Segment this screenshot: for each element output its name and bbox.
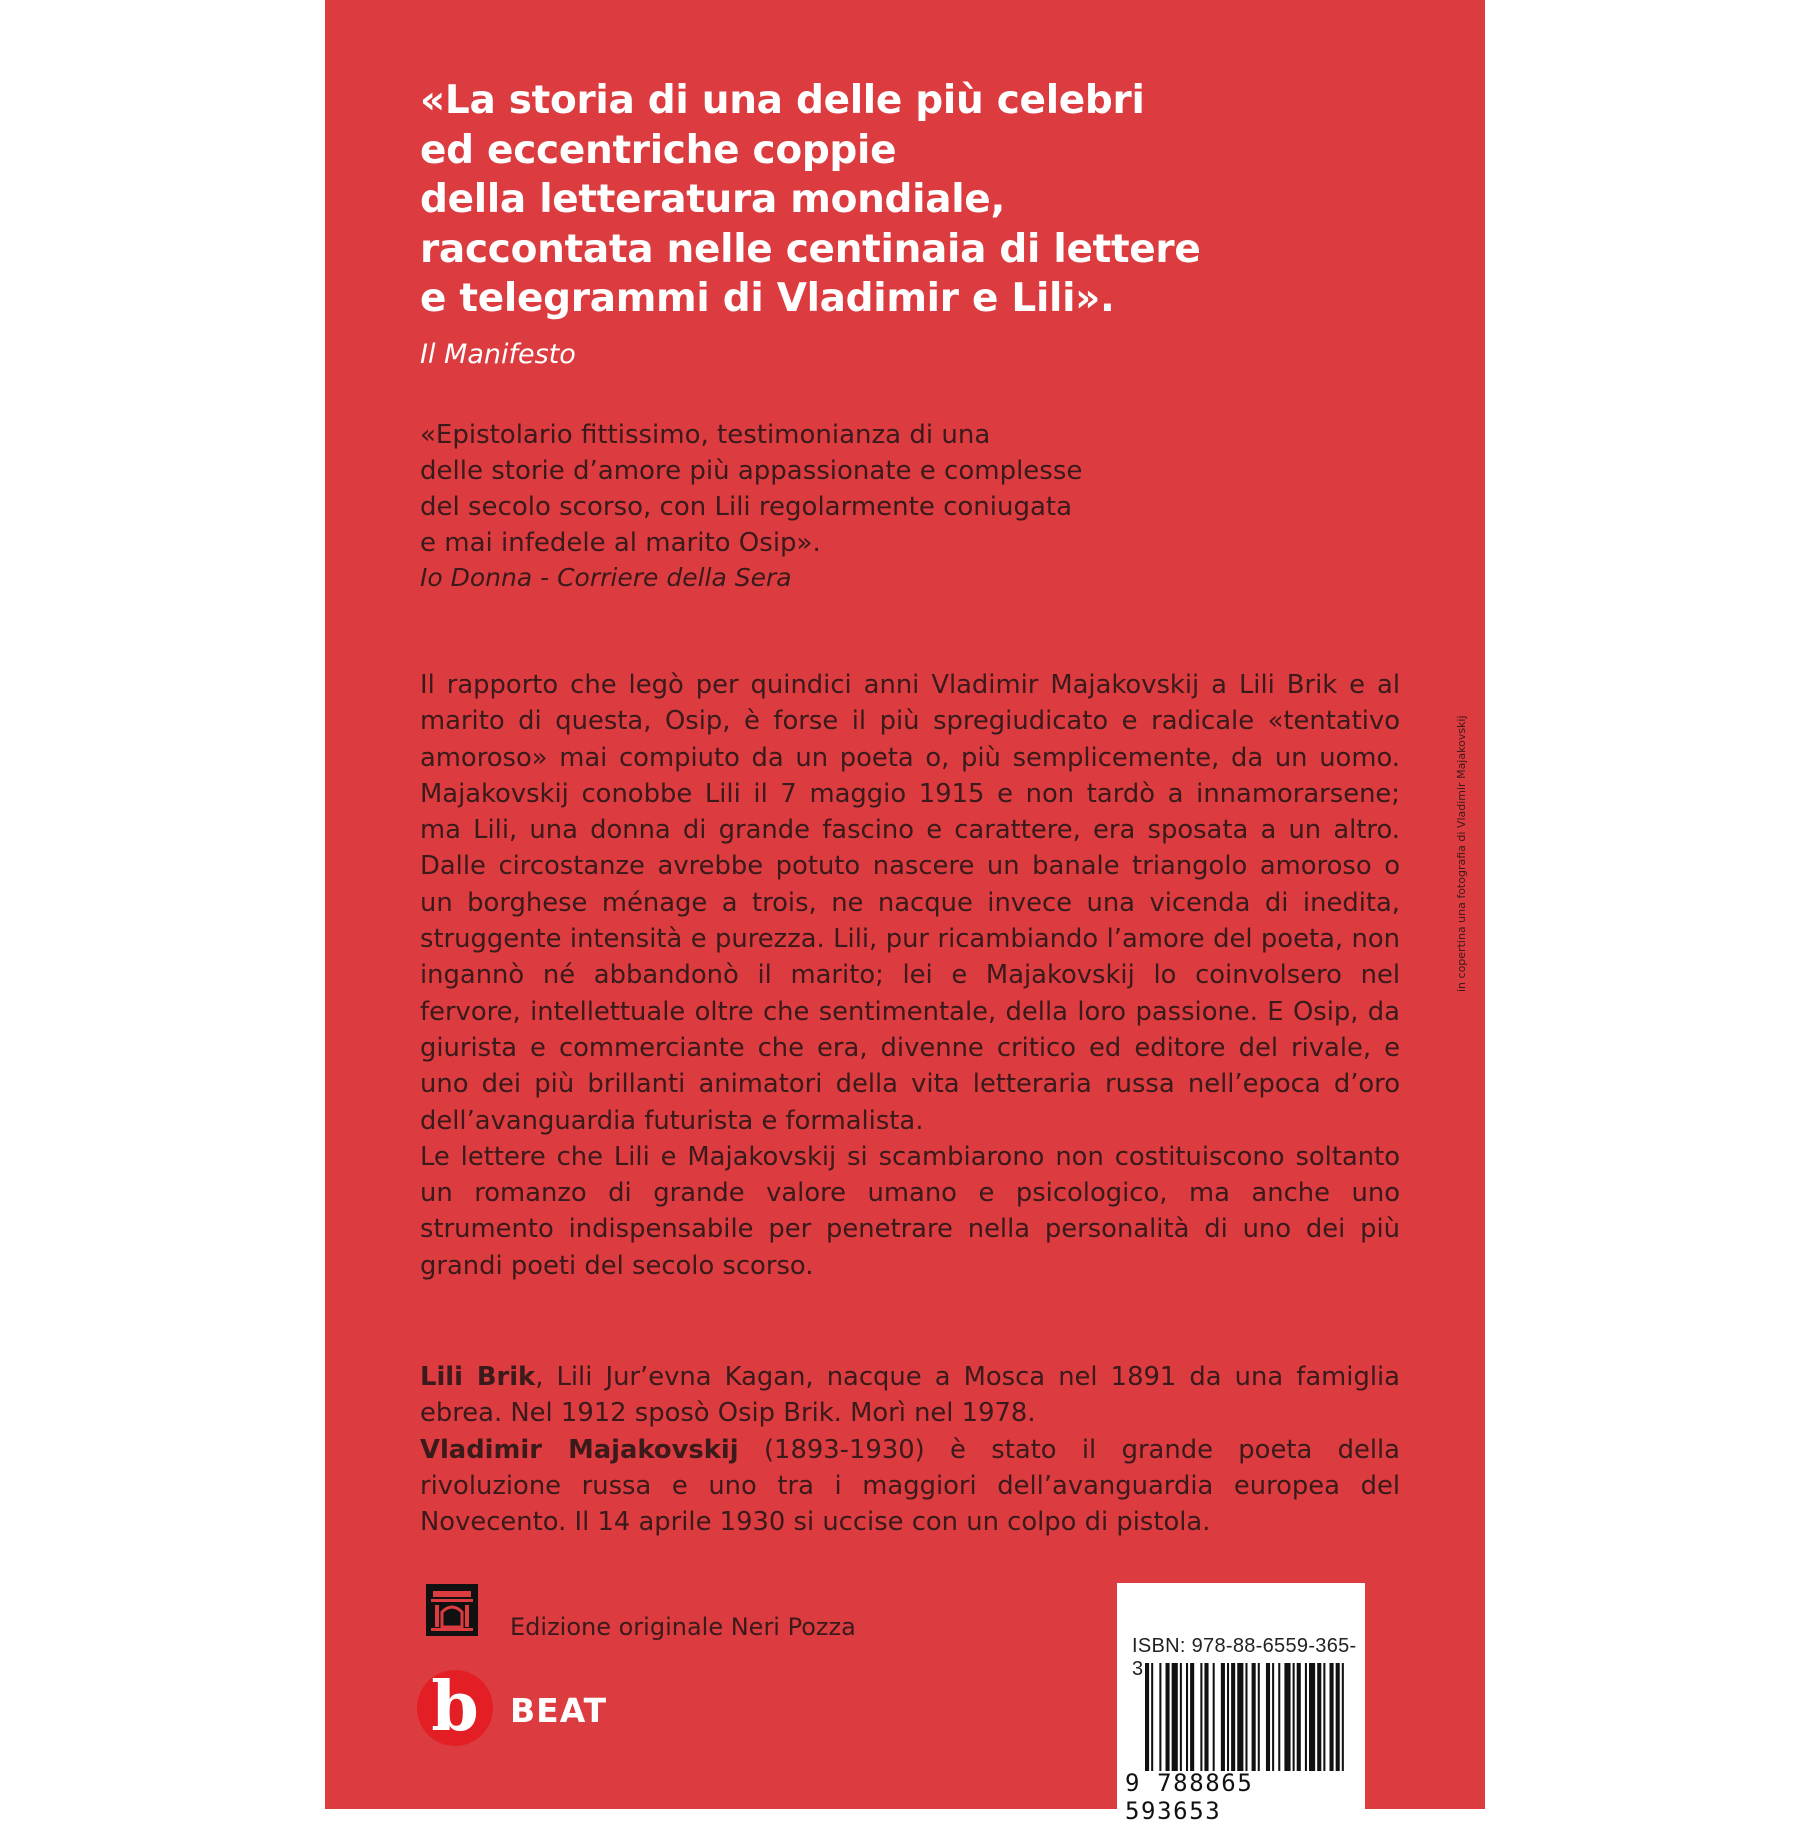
second-quote-source: Io Donna - Corriere della Sera [420, 563, 792, 592]
barcode-bar [1200, 1663, 1202, 1771]
barcode-bar [1258, 1663, 1260, 1771]
bio-vladimir-text: (1893-1930) è stato il grande poeta della rivoluzione russa e uno tra i maggiori dell’avanguardia europea del Novecento. Il 14 aprile 1930 si uccise con un colpo di pistola. [420, 1434, 1400, 1538]
barcode-bar [1252, 1663, 1256, 1771]
bio-lili [420, 1359, 1400, 1432]
barcode-bar [1284, 1663, 1290, 1771]
barcode-bar [1231, 1663, 1235, 1771]
barcode-bar [1166, 1663, 1170, 1771]
barcode-bar [1293, 1663, 1295, 1771]
barcode-bar [1186, 1663, 1188, 1771]
barcode-bar [1297, 1663, 1301, 1771]
barcode-bars [1145, 1663, 1350, 1771]
second-quote-line: «Epistolario fittissimo, testimonianza di una [420, 420, 991, 450]
second-quote [420, 417, 1420, 561]
barcode-bar [1204, 1663, 1208, 1771]
main-quote-line: raccontata nelle centinaia di lettere [420, 226, 1201, 272]
barcode-bar [1245, 1663, 1247, 1771]
barcode-bar [1330, 1663, 1334, 1771]
bio-vladimir [420, 1432, 1400, 1541]
edition-label: Edizione originale Neri Pozza [510, 1613, 856, 1641]
barcode-digits: 9 788865 593653 [1125, 1769, 1254, 1825]
main-quote-line: «La storia di una delle più celebri [420, 78, 1145, 123]
description-paragraph: Le lettere che Lili e Majakovskij si scambiarono non costituiscono soltanto un romanzo di grande valore umano e psicologico, ma anche uno strumento indispensabile per penetrare nella personalità di uno dei più grandi poeti del secolo scorso. [420, 1141, 1400, 1281]
barcode-bar [1221, 1663, 1225, 1771]
neri-pozza-logo-icon [425, 1583, 479, 1637]
barcode-bar [1305, 1663, 1307, 1771]
main-quote-line: e telegrammi di Vladimir e Lili». [420, 276, 1115, 321]
barcode-bar [1145, 1663, 1149, 1771]
beat-imprint: BEAT [510, 1691, 608, 1730]
bio-vladimir-name: Vladimir Majakovskij [420, 1434, 739, 1465]
bio-lili-text: , Lili Jur’evna Kagan, nacque a Mosca nel 1891 da una famiglia ebrea. Nel 1912 sposò Osip Brik. Morì nel 1978. [420, 1362, 1400, 1429]
barcode-bar [1151, 1663, 1153, 1771]
barcode-bar [1342, 1663, 1344, 1771]
barcode-bar [1172, 1663, 1178, 1771]
barcode-area [1117, 1583, 1365, 1825]
second-quote-line: del secolo scorso, con Lili regolarmente coniugata [420, 492, 1073, 522]
author-bios [420, 1359, 1400, 1540]
barcode-bar [1190, 1663, 1194, 1771]
main-quote-source: Il Manifesto [420, 339, 576, 370]
second-quote-line: delle storie d’amore più appassionate e complesse [420, 456, 1083, 486]
barcode-bar [1266, 1663, 1270, 1771]
barcode-bar [1278, 1663, 1280, 1771]
barcode-bar [1180, 1663, 1182, 1771]
barcode-bar [1323, 1663, 1325, 1771]
barcode-bar [1213, 1663, 1215, 1771]
main-quote-line: ed eccentriche coppie [420, 127, 897, 173]
description [420, 667, 1400, 1284]
barcode-bar [1336, 1663, 1340, 1771]
description-paragraph: Il rapporto che legò per quindici anni Vladimir Majakovskij a Lili Brik e al marito di questa, Osip, è forse il più spregiudicato e radicale «tentativo amoroso» mai compiuto da un poeta o, più semplicemente, da un uomo. Majakovskij conobbe Lili il 7 maggio 1915 e non tardò a innamorarsene; ma Lili, una donna di grande fascino e carattere, era sposata a un altro. Dalle circostanze avrebbe potuto nascere un banale triangolo amoroso o un borghese ménage a trois, ne nacque invece una vicenda di inedita, struggente intensità e purezza. Lili, pur ricambiando l’amore del poeta, non ingannò né abbandonò il marito; lei e Majakovskij lo coinvolsero nel fervore, intellettuale oltre che sentimentale, della loro passione. E Osip, da giurista e commerciante che era, divenne critico ed editore del rivale, e uno dei più brillanti animatori della vita letteraria russa nell’epoca d’oro dell’avanguardia futurista e formalista. [420, 670, 1400, 1136]
barcode-bar [1237, 1663, 1243, 1771]
second-quote-line: e mai infedele al marito Osip». [420, 528, 821, 558]
cover-photo-credit [1435, 680, 1468, 1000]
barcode-bar [1272, 1663, 1274, 1771]
beat-logo-letter: b [431, 1667, 479, 1747]
bio-lili-name: Lili Brik [420, 1362, 536, 1392]
main-quote-line: della letteratura mondiale, [420, 177, 1005, 222]
barcode-bar [1309, 1663, 1315, 1771]
book-back-cover [325, 0, 1485, 1825]
cover-photo-credit-text: in copertina una fotografia di Vladimir Majakovskij [1455, 715, 1468, 992]
barcode-bar [1227, 1663, 1229, 1771]
isbn-label: ISBN: 978-88-6559-365-3 [1132, 1635, 1357, 1680]
barcode-bar [1159, 1663, 1161, 1771]
beat-logo-icon [415, 1668, 495, 1748]
main-quote [420, 76, 1440, 324]
barcode-bar [1317, 1663, 1321, 1771]
